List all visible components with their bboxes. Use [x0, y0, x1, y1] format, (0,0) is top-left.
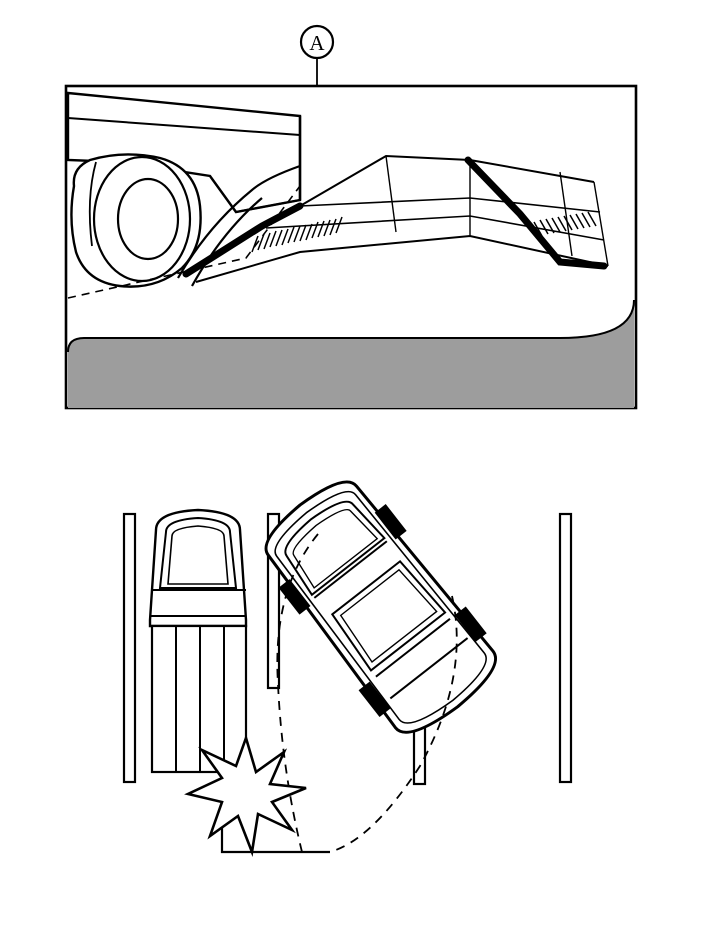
reversing-vehicle	[247, 470, 512, 749]
parked-vehicle	[150, 510, 246, 772]
collision-burst	[188, 738, 306, 852]
figure-overhead-view	[0, 470, 722, 946]
callout-a-label: A	[309, 31, 325, 55]
parking-line-far-right	[560, 514, 571, 782]
parking-line-left	[124, 514, 135, 782]
figure-camera-view	[0, 0, 722, 470]
adjacent-vehicle-wheel	[71, 154, 200, 286]
